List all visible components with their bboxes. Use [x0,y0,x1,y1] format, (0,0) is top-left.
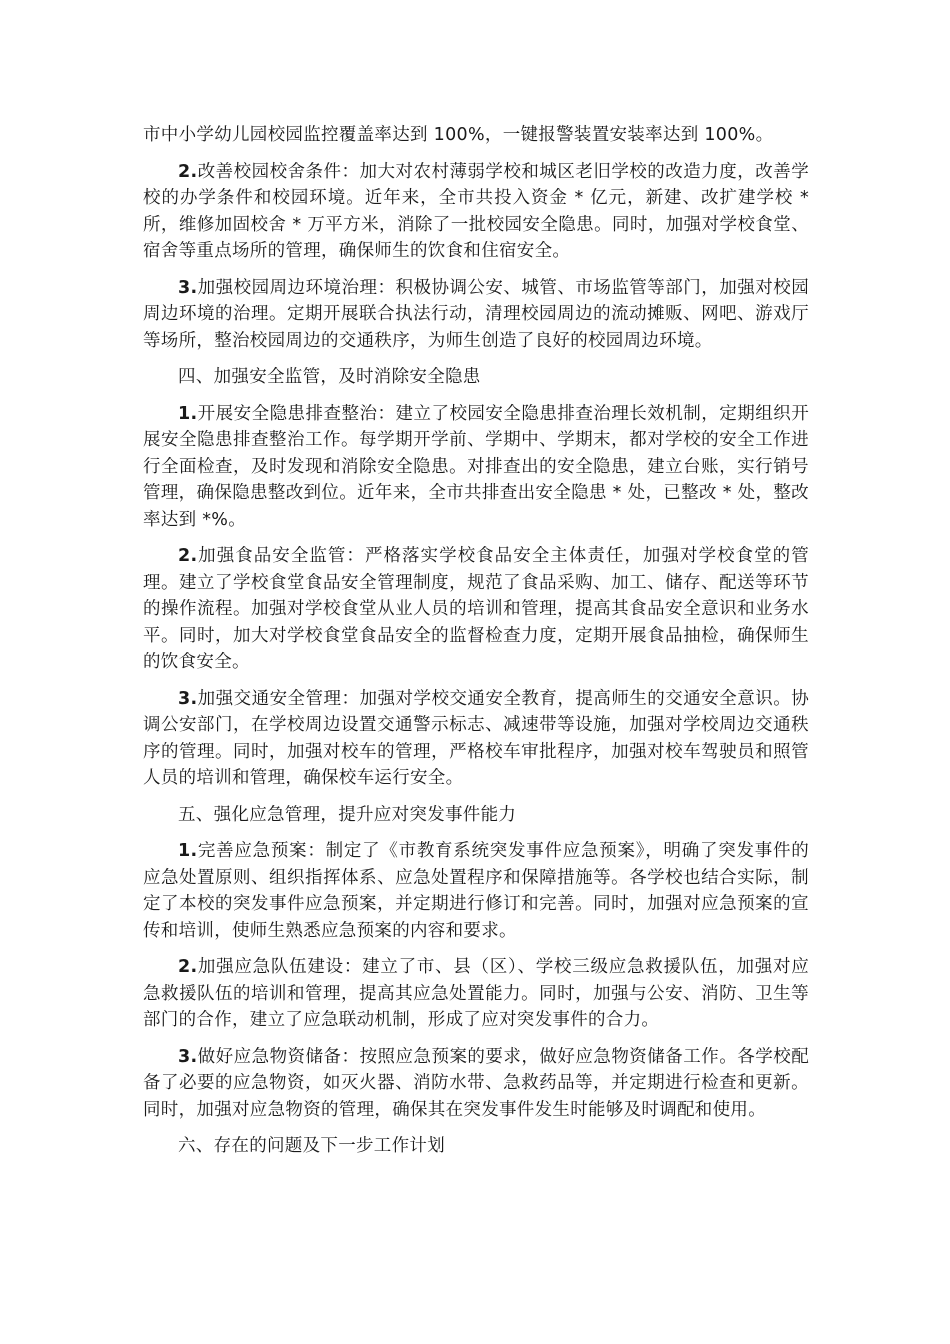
paragraph-text: 完善应急预案：制定了《市教育系统突发事件应急预案》，明确了突发事件的应急处置原则、组织指挥体系、应急处置程序和保障措施等。各学校也结合实际，制定了本校的突发事件应急预案，并定期进行修订和完善。同时，加强对应急预案的宣传和培训，使师生熟悉应急预案的内容和要求。 [143,841,809,941]
paragraph-text: 加强交通安全管理：加强对学校交通安全教育，提高师生的交通安全意识。协调公安部门，在学校周边设置交通警示标志、减速带等设施，加强对学校周边交通秩序的管理。同时，加强对校车的管理，严格校车审批程序，加强对校车驾驶员和照管人员的培训和管理，确保校车运行安全。 [143,688,809,788]
item-number: 2. [178,161,198,182]
list-item [143,401,809,534]
paragraph-text: 加强校园周边环境治理：积极协调公安、城管、市场监管等部门，加强对校园周边环境的治理。定期开展联合执法行动，清理校园周边的流动摊贩、网吧、游戏厅等场所，整治校园周边的交通秩序，为师生创造了良好的校园周边环境。 [143,277,809,351]
paragraph-continuation [143,122,809,149]
list-item [143,159,809,265]
section-heading [143,364,809,391]
item-number: 3. [178,688,198,709]
paragraph-text: 开展安全隐患排查整治：建立了校园安全隐患排查治理长效机制，定期组织开展安全隐患排查整治工作。每学期开学前、学期中、学期末，都对学校的安全工作进行全面检查，及时发现和消除安全隐患。对排查出的安全隐患，建立台账，实行销号管理，确保隐患整改到位。近年来，全市共排查出安全隐患 * 处，已整改 * 处，整改率达到 *%。 [143,403,809,530]
list-item [143,954,809,1034]
section-heading-text: 四、加强安全监管，及时消除安全隐患 [178,367,481,387]
item-number: 1. [178,403,198,424]
item-number: 1. [178,841,198,861]
paragraph-text: 做好应急物资储备：按照应急预案的要求，做好应急物资储备工作。各学校配备了必要的应急物资，如灭火器、消防水带、急救药品等，并定期进行检查和更新。同时，加强对应急物资的管理，确保其在突发事件发生时能够及时调配和使用。 [143,1046,809,1120]
item-number: 3. [178,277,198,298]
list-item [143,838,809,944]
list-item [143,275,809,355]
section-heading [143,1133,809,1160]
list-item [143,1044,809,1124]
paragraph-text: 加强食品安全监管：严格落实学校食品安全主体责任，加强对学校食堂的管理。建立了学校食堂食品安全管理制度，规范了食品采购、加工、储存、配送等环节的操作流程。加强对学校食堂从业人员的培训和管理，提高其食品安全意识和业务水平。同时，加大对学校食堂食品安全的监督检查力度，定期开展食品抽检，确保师生的饮食安全。 [143,546,809,672]
list-item [143,686,809,792]
section-heading-text: 五、强化应急管理，提升应对突发事件能力 [178,804,517,825]
item-number: 2. [178,957,198,977]
document-body [143,122,809,1170]
paragraph-text: 改善校园校舍条件：加大对农村薄弱学校和城区老旧学校的改造力度，改善学校的办学条件和校园环境。近年来，全市共投入资金 * 亿元，新建、改扩建学校 * 所，维修加固校舍 * 万平方米，消除了一批校园安全隐患。同时，加强对学校食堂、宿舍等重点场所的管理，确保师生的饮食和住宿安全。 [143,161,809,261]
paragraph-text: 加强应急队伍建设：建立了市、县（区）、学校三级应急救援队伍，加强对应急救援队伍的培训和管理，提高其应急处置能力。同时，加强与公安、消防、卫生等部门的合作，建立了应急联动机制，形成了应对突发事件的合力。 [143,957,809,1030]
paragraph-text: 市中小学幼儿园校园监控覆盖率达到 100%，一键报警装置安装率达到 100%。 [143,125,774,145]
section-heading-text: 六、存在的问题及下一步工作计划 [178,1136,445,1156]
item-number: 2. [178,546,198,566]
section-heading [143,802,809,829]
list-item [143,543,809,676]
item-number: 3. [178,1046,198,1067]
